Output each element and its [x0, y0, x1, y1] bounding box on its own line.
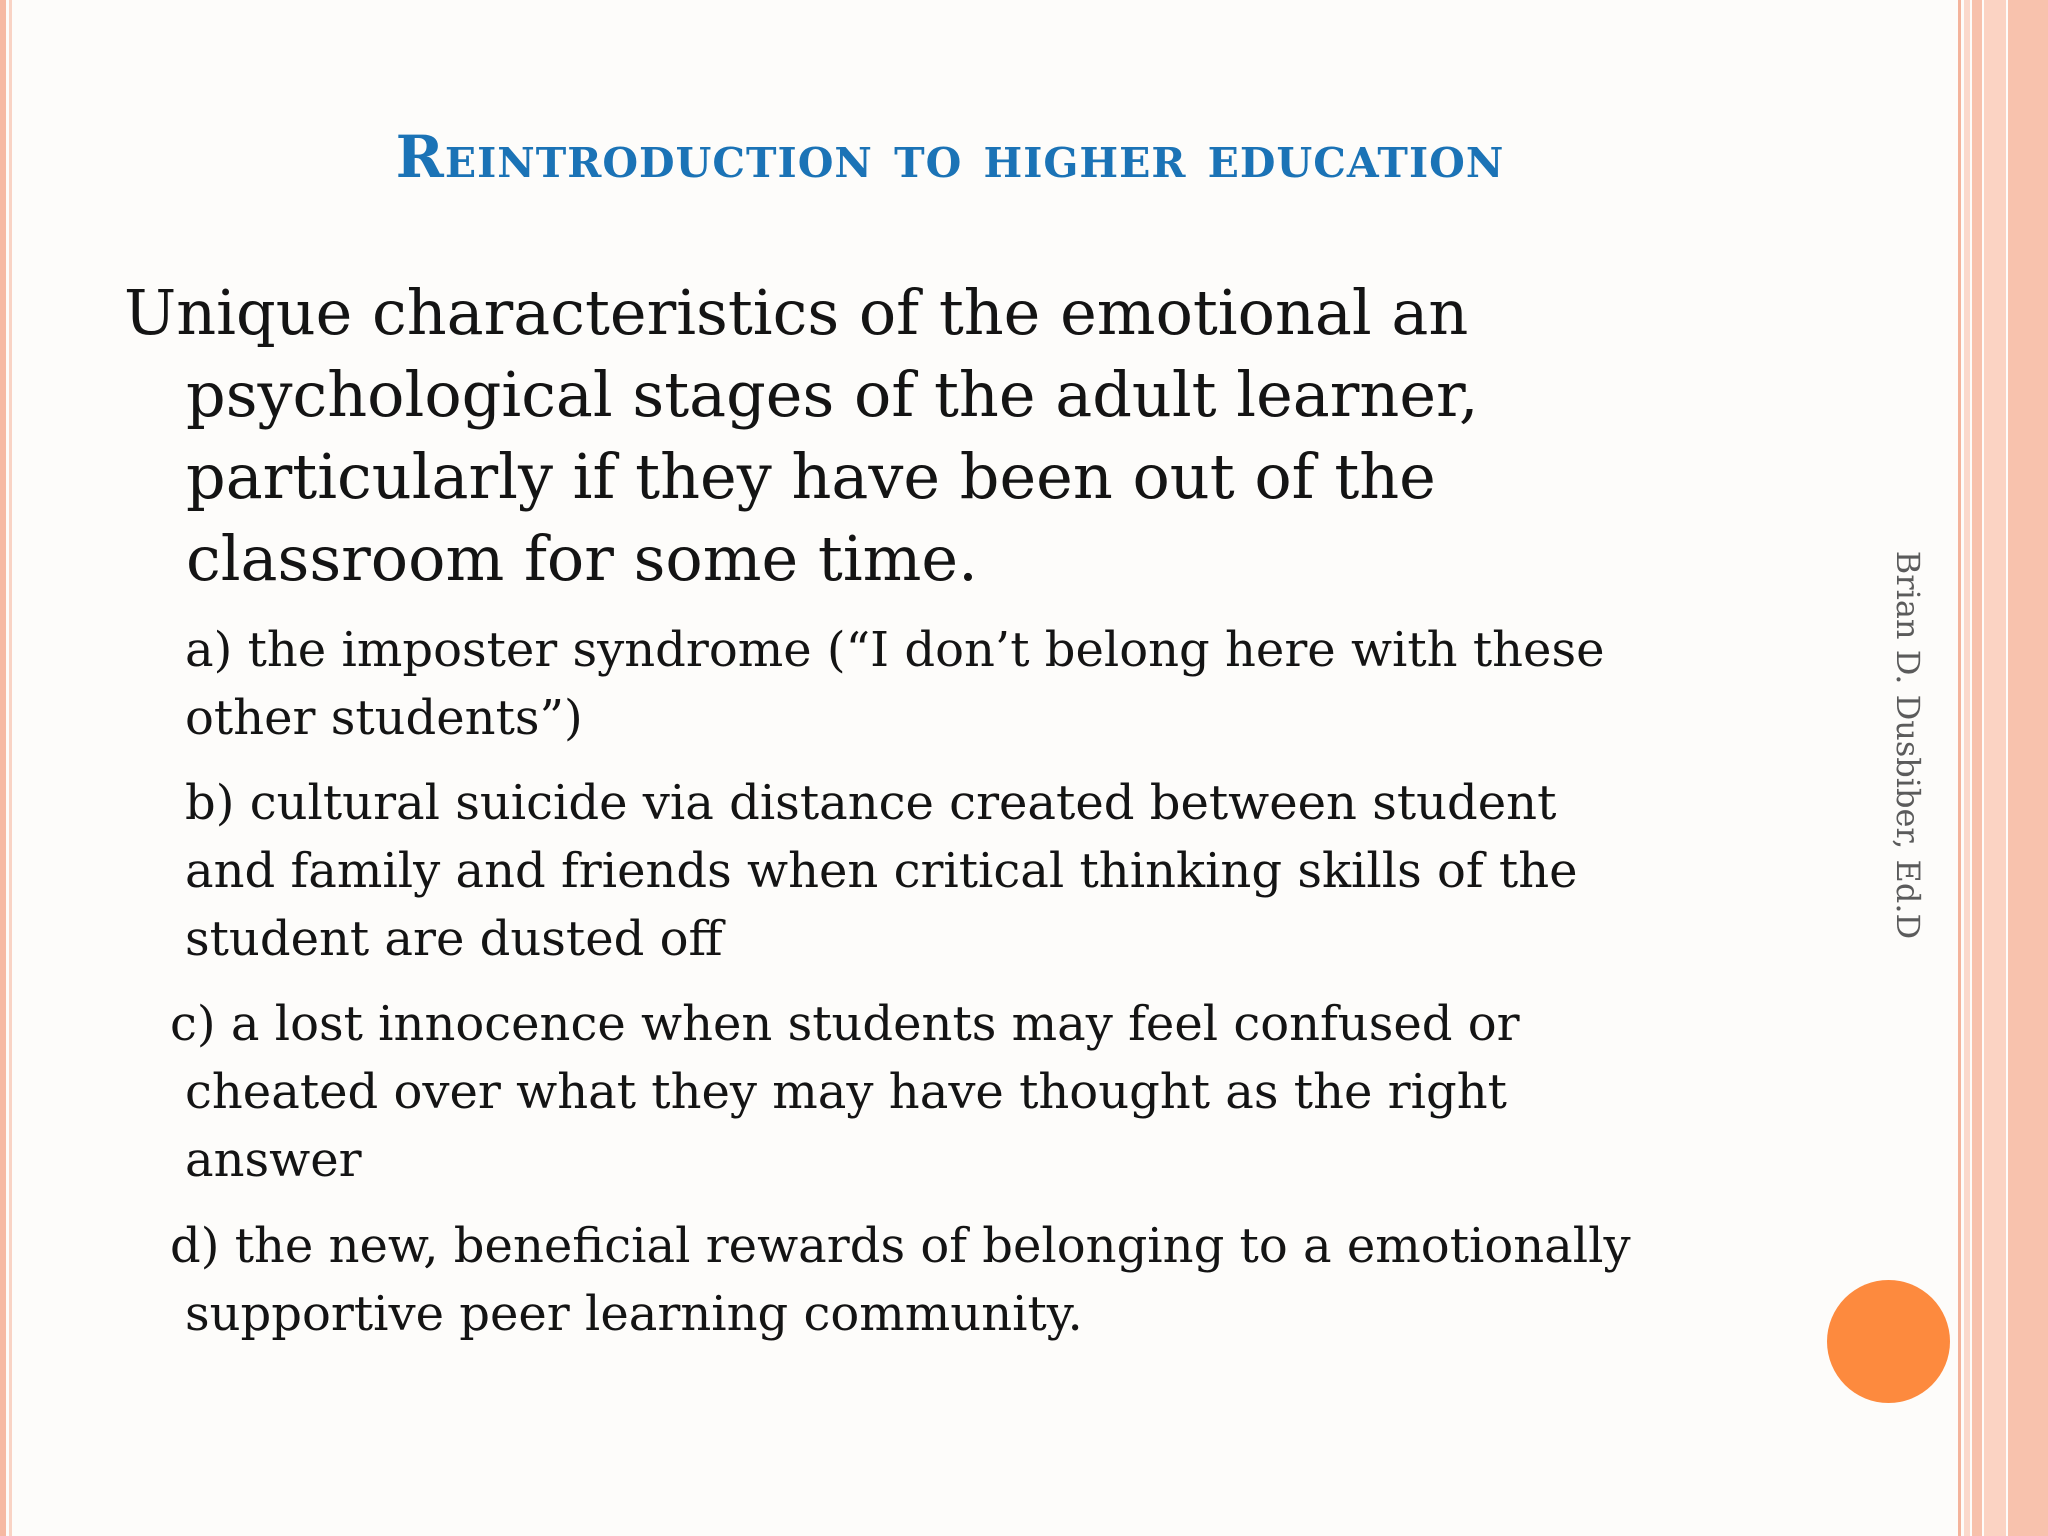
right-border-stripe	[2008, 0, 2048, 1536]
right-border-stripe	[1958, 0, 1961, 1536]
list-item-line: b) cultural suicide via distance created between student	[185, 775, 1557, 831]
slide-title: Reintroduction to higher education	[395, 123, 1505, 191]
list-item-line: d) the new, beneficial rewards of belonging to a emotionally	[170, 1218, 1631, 1274]
accent-circle	[1827, 1280, 1950, 1403]
list-item-line: cheated over what they may have thought as the right	[185, 1064, 1507, 1120]
author-credit: Brian D. Dusbiber, Ed.D	[1889, 550, 1927, 940]
right-border-stripe	[1964, 0, 1970, 1536]
list-item-a	[185, 616, 1765, 752]
list-item-d	[170, 1212, 1750, 1348]
right-border-stripe	[1984, 0, 2006, 1536]
list-item-line: other students”)	[185, 690, 583, 746]
right-border-stripe	[1972, 0, 1982, 1536]
left-border-stripe-thin	[9, 0, 12, 1536]
list-item-line: answer	[185, 1132, 362, 1188]
list-item-c	[170, 990, 1750, 1194]
left-border-stripe	[0, 0, 6, 1536]
list-item-line: a) the imposter syndrome (“I don’t belong here with these	[185, 622, 1605, 678]
list-item-line: student are dusted off	[185, 911, 723, 967]
list-item-line: c) a lost innocence when students may feel confused or	[170, 996, 1520, 1052]
intro-paragraph: Unique characteristics of the emotional an psychological stages of the adult learner, particularly if they have been out of the classroom for some time.	[124, 276, 1479, 595]
list-item-line: and family and friends when critical thinking skills of the	[185, 843, 1578, 899]
list-item-line: supportive peer learning community.	[185, 1286, 1083, 1342]
list-item-b	[185, 769, 1765, 973]
